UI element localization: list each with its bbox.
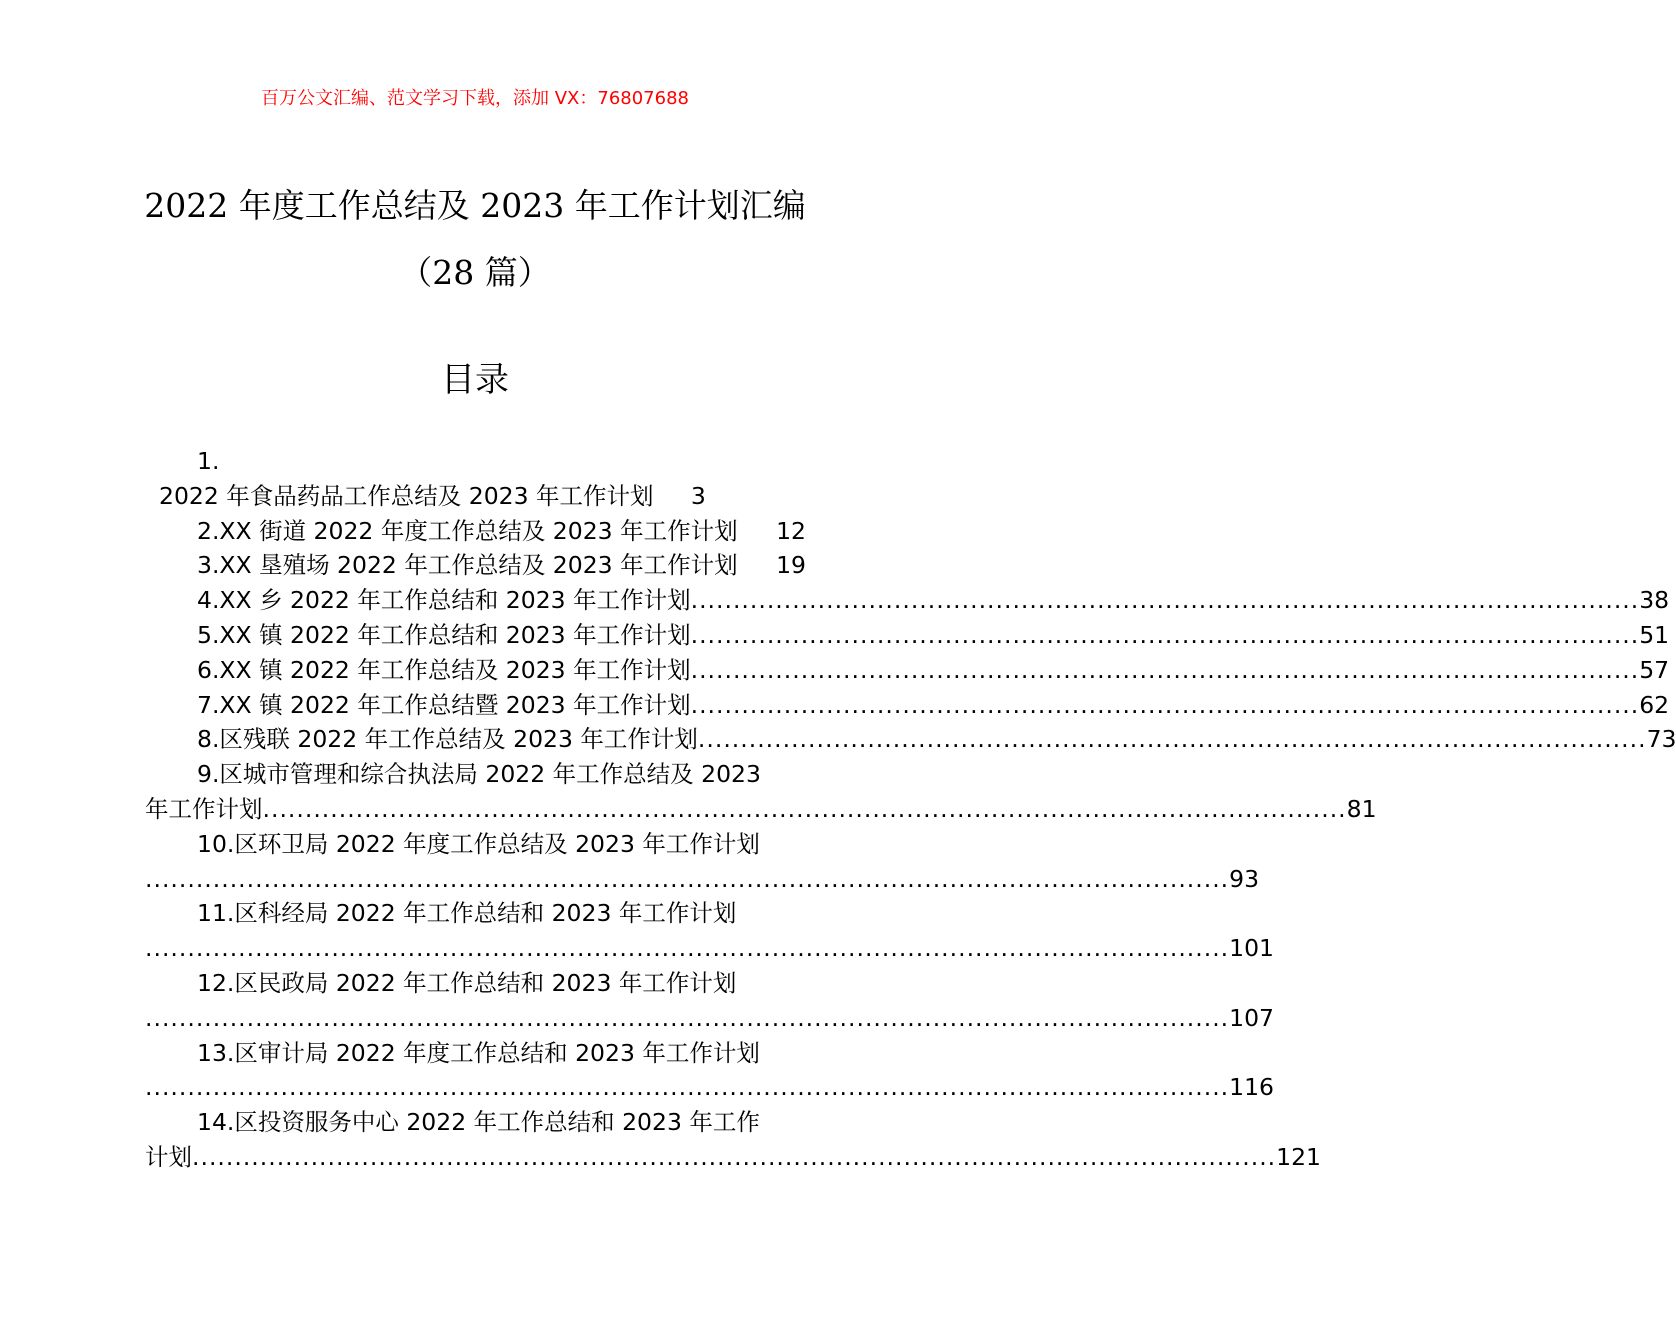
- dot-leader: ................................................................................................................................: [145, 864, 1230, 893]
- toc-entry-page: 3: [690, 481, 706, 510]
- dot-leader: ................................................................................................................................: [145, 1003, 1230, 1032]
- toc-entry-number: 1.: [197, 447, 220, 475]
- toc-entry-title: 9.区城市管理和综合执法局 2022 年工作总结及 2023: [197, 760, 761, 789]
- toc-entry-8[interactable]: [145, 722, 1676, 757]
- toc-entry-9[interactable]: [145, 757, 1377, 827]
- toc-entry-title: 14.区投资服务中心 2022 年工作总结和 2023 年工作: [197, 1108, 760, 1137]
- toc-entry-page: 19: [776, 551, 806, 580]
- toc-entry-page: 101: [1229, 934, 1275, 963]
- toc-entry-title: 4.XX 乡 2022 年工作总结和 2023 年工作计划: [197, 586, 691, 615]
- toc-entry-title: 10.区环卫局 2022 年度工作总结及 2023 年工作计划: [197, 829, 760, 858]
- toc-entry-3[interactable]: [145, 548, 806, 583]
- toc-entry-title: 7.XX 镇 2022 年工作总结暨 2023 年工作计划: [197, 690, 691, 719]
- toc-entry-title: 5.XX 镇 2022 年工作总结和 2023 年工作计划: [197, 620, 691, 649]
- toc-entry-page: 81: [1346, 794, 1377, 823]
- toc-entry-10[interactable]: [145, 827, 1260, 897]
- document-title: 2022 年度工作总结及 2023 年工作计划汇编: [144, 186, 806, 225]
- toc-entry-title-continued: 年工作计划: [145, 794, 263, 823]
- toc-entry-title: 13.区审计局 2022 年度工作总结和 2023 年工作计划: [197, 1038, 760, 1067]
- toc-entry-1[interactable]: [145, 444, 806, 514]
- toc-entry-title: 2.XX 街道 2022 年度工作总结及 2023 年工作计划: [197, 516, 738, 545]
- toc-entry-page: 107: [1229, 1003, 1275, 1032]
- toc-entry-page: 57: [1639, 655, 1670, 684]
- dot-leader: ................................................................................................................: [697, 725, 1647, 754]
- toc-entry-title-line: [145, 479, 806, 514]
- toc-entry-title-continued: 计划: [145, 1142, 192, 1171]
- toc-entry-5[interactable]: [145, 618, 1670, 653]
- dot-leader: ................................................................................................................: [690, 655, 1640, 684]
- dot-leader: ................................................................................................................: [690, 690, 1640, 719]
- toc-entry-2[interactable]: [145, 514, 806, 549]
- toc-entry-14[interactable]: [145, 1105, 1322, 1175]
- dot-leader: ................................................................................................................................: [262, 794, 1347, 823]
- dot-leader: ................................................................................................................: [690, 620, 1640, 649]
- toc-entry-title: 6.XX 镇 2022 年工作总结及 2023 年工作计划: [197, 655, 691, 684]
- dot-leader: ................................................................................................................: [690, 586, 1640, 615]
- toc-entry-page: 12: [776, 516, 806, 545]
- toc-entry-page: 38: [1639, 586, 1670, 615]
- dot-leader: ................................................................................................................................: [145, 934, 1230, 963]
- toc-entry-page: 93: [1229, 864, 1260, 893]
- toc-entry-page: 116: [1229, 1073, 1275, 1102]
- toc-entry-title: 3.XX 垦殖场 2022 年工作总结及 2023 年工作计划: [197, 551, 738, 580]
- dot-leader: ................................................................................................................................: [192, 1142, 1277, 1171]
- toc-entry-page: 51: [1639, 620, 1670, 649]
- toc-entry-page: 62: [1639, 690, 1670, 719]
- toc-entry-13[interactable]: [145, 1036, 1275, 1106]
- toc-entry-4[interactable]: [145, 583, 1670, 618]
- toc-heading: 目录: [441, 360, 509, 400]
- dot-leader: ................................................................................................................................: [145, 1073, 1230, 1102]
- download-banner: 百万公文汇编、范文学习下载，添加 VX：76807688: [261, 88, 689, 109]
- toc-entry-7[interactable]: [145, 688, 1670, 723]
- document-subtitle: （28 篇）: [399, 253, 551, 292]
- toc-entry-title: 2022 年食品药品工作总结及 2023 年工作计划: [159, 481, 654, 510]
- toc-entry-page: 121: [1276, 1142, 1322, 1171]
- toc-entry-11[interactable]: [145, 896, 1275, 966]
- toc-entry-title: 12.区民政局 2022 年工作总结和 2023 年工作计划: [197, 968, 737, 997]
- toc-entry-title: 11.区科经局 2022 年工作总结和 2023 年工作计划: [197, 899, 737, 928]
- toc-entry-title: 8.区残联 2022 年工作总结及 2023 年工作计划: [197, 725, 698, 754]
- table-of-contents: [145, 444, 1676, 1175]
- toc-entry-12[interactable]: [145, 966, 1275, 1036]
- toc-entry-6[interactable]: [145, 653, 1670, 688]
- toc-entry-page: 73: [1646, 725, 1676, 754]
